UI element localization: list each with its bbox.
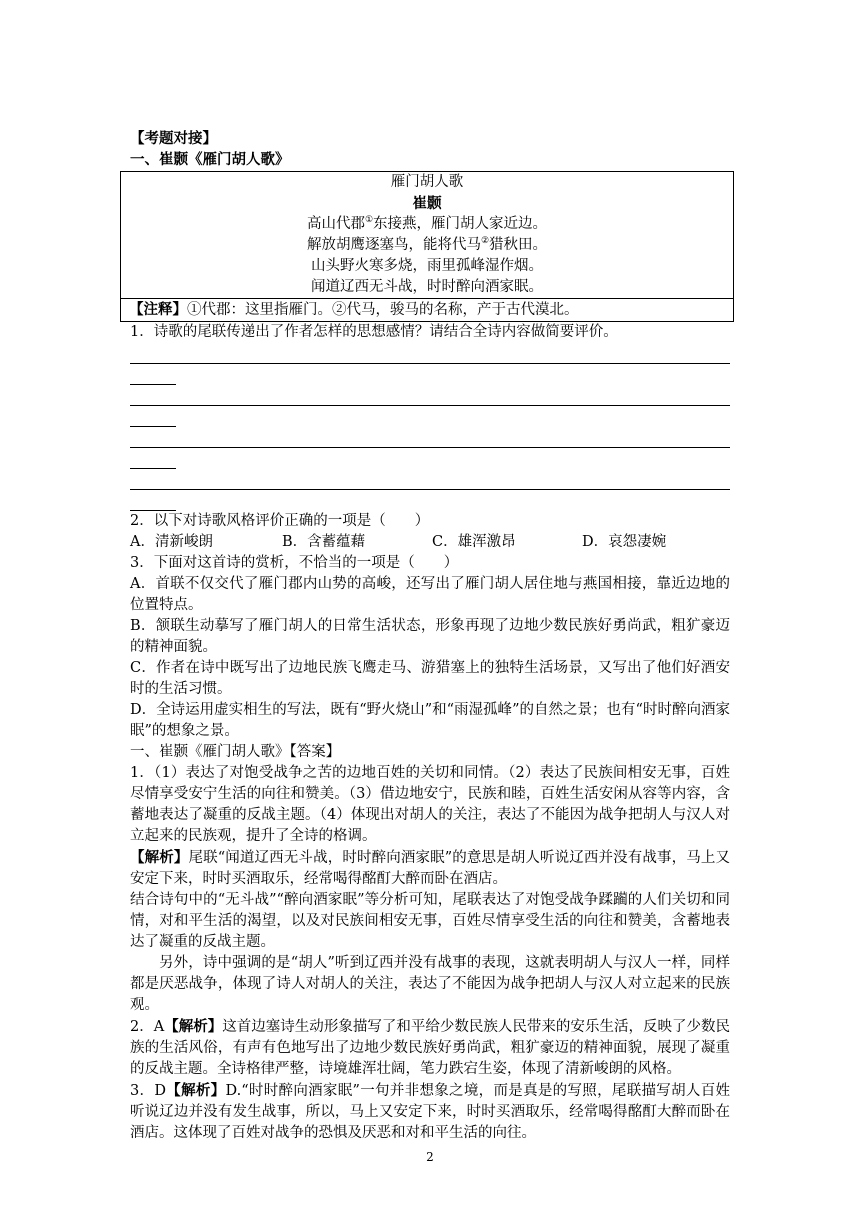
analysis-2: 结合诗句中的“无斗战”“醉向酒家眠”等分析可知，尾联表达了对饱受战争蹂躏的人们关切和同情，对和平生活的渴望，以及对民族间相安无事，百姓尽情享受生活的向往和赞美，含蓄地表达了凝重的反战主题。 (130, 892, 730, 950)
question-2: 2．以下对诗歌风格评价正确的一项是（ ） (130, 513, 430, 529)
answer-line (130, 343, 730, 364)
answer-line (130, 469, 730, 490)
poem-line-3: 山头野火寒多烧，雨里孤峰湿作烟。 (311, 258, 543, 274)
question-3: 3．下面对这首诗的赏析，不恰当的一项是（ ） (130, 555, 459, 571)
section-header: 【考题对接】 (130, 130, 217, 147)
question-3-option-b: B．颔联生动摹写了雁门胡人的日常生活状态，形象再现了边地少数民族好勇尚武，粗犷豪迈的精神面貌。 (130, 618, 730, 655)
poem-line-2: 解放胡鹰逐塞鸟，能将代马②猎秋田。 (306, 236, 548, 253)
answer-title: 一、崔颢《雁门胡人歌》【答案】 (130, 744, 341, 760)
poem-title: 雁门胡人歌 (390, 174, 464, 190)
question-2-options (130, 532, 730, 553)
answer-line-end (130, 448, 176, 469)
question-3-option-a: A．首联不仅交代了雁门郡内山势的高峻，还写出了雁门胡人居住地与燕国相接，靠近边地的位置特点。 (130, 576, 730, 613)
analysis-3: 另外，诗中强调的是“胡人”听到辽西并没有战事的表现，这就表明胡人与汉人一样，同样都是厌恶战争，体现了诗人对胡人的关注，表达了不能因为战争把胡人与汉人对立起来的民族观。 (130, 955, 730, 1013)
document-page (130, 128, 730, 1144)
option-a: A．清新峻朗 (130, 534, 213, 550)
poem-line-1: 高山代郡①东接燕，雁门胡人家近边。 (306, 215, 548, 232)
answer-line-end (130, 364, 176, 385)
poem-author: 崔颢 (412, 195, 442, 212)
answer-2: 2．A【解析】这首边塞诗生动形象描写了和平给少数民族人民带来的安乐生活，反映了少数民族的生活风俗，有声有色地写出了边地少数民族好勇尚武，粗犷豪迈的精神面貌，展现了凝重的反战主题。全诗格律严整，诗境雄浑壮阔，笔力跌宕生姿，体现了清新峻朗的风格。 (130, 1018, 731, 1077)
option-c: C．雄浑激昂 (432, 534, 516, 550)
answer-line (130, 427, 730, 448)
question-3-option-c: C．作者在诗中既写出了边地民族飞鹰走马、游猎塞上的独特生活场景，又写出了他们好酒安时的生活习惯。 (130, 660, 730, 697)
footnote-mark-1: ① (364, 215, 374, 226)
poem-note: 【注释】①代郡：这里指雁门。②代马，骏马的名称，产于古代漠北。 (121, 298, 733, 321)
option-d: D．哀怨凄婉 (582, 534, 667, 550)
answer-1: 1．（1）表达了对饱受战争之苦的边地百姓的关切和同情。（2）表达了民族间相安无事，百姓尽情享受安宁生活的向往和赞美。（3）借边地安宁，民族和睦，百姓生活安闲从容等内容，含蓄地表达了凝重的反战主题。（4）体现出对胡人的关注，表达了不能因为战争把胡人与汉人对立起来的民族观，提升了全诗的格调。 (130, 765, 730, 844)
question-1: 1．诗歌的尾联传递出了作者怎样的思想感情？请结合全诗内容做简要评价。 (130, 324, 618, 340)
answer-3: 3．D【解析】D.“时时醉向酒家眠”一句并非想象之境，而是真是的写照，尾联描写胡人百姓听说辽边并没有发生战事，所以，马上又安定下来，时时买酒取乐，经常喝得酩酊大醉而卧在酒店。这体现了百姓对战争的恐惧及厌恶和对和平生活的向往。 (130, 1082, 731, 1141)
part-title: 一、崔颢《雁门胡人歌》 (130, 151, 290, 168)
answer-line (130, 385, 730, 406)
poem-line-4: 闻道辽西无斗战，时时醉向酒家眠。 (311, 279, 543, 295)
question-3-option-d: D．全诗运用虚实相生的写法，既有“野火烧山”和“雨湿孤峰”的自然之景；也有“时时醉向酒家眠”的想象之景。 (130, 702, 730, 739)
poem-box (120, 171, 734, 322)
footnote-mark-2: ② (480, 236, 490, 247)
answer-lines (130, 343, 730, 511)
analysis-1: 【解析】尾联“闻道辽西无斗战，时时醉向酒家眠”的意思是胡人听说辽西并没有战事，马上又安定下来，时时买酒取乐，经常喝得酩酊大醉而卧在酒店。 (130, 849, 731, 887)
answer-line-end (130, 406, 176, 427)
option-b: B．含蓄蕴藉 (282, 534, 366, 550)
page-number: 2 (426, 1150, 434, 1164)
answer-line-end (130, 490, 176, 511)
